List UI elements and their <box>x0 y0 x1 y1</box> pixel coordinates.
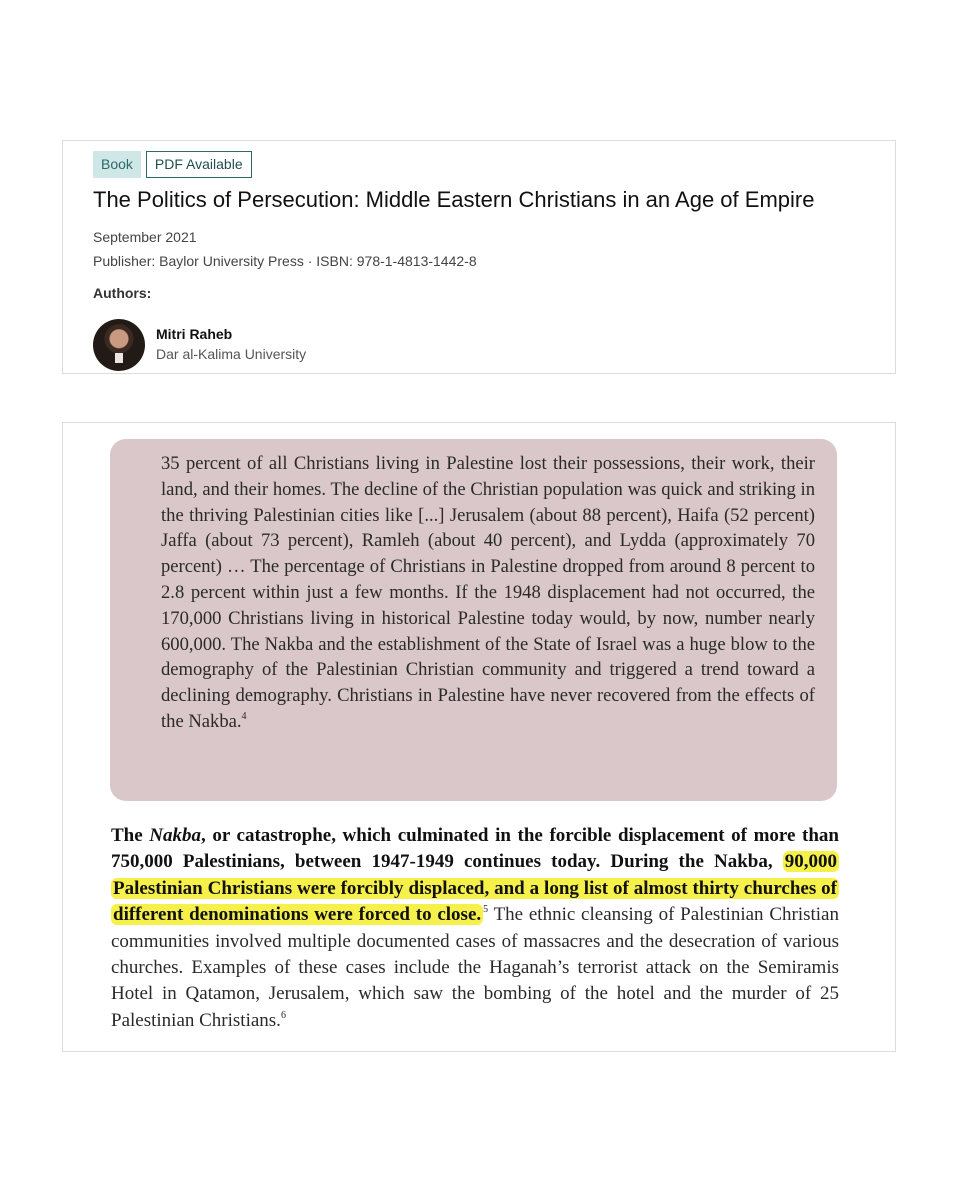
footnote-5: 5 <box>483 904 489 916</box>
highlighted-phrase: 90,000 Palestinian Christians were forcibly displaced, and a long list of almost thirty churches of different denominations were forced to close <box>113 851 837 926</box>
body-paragraph <box>111 823 839 1034</box>
footnote-6: 6 <box>280 1009 286 1021</box>
book-title[interactable]: The Politics of Persecution: Middle Eastern Christians in an Age of Empire <box>93 187 815 212</box>
book-badge: Book <box>93 151 141 178</box>
author-avatar[interactable] <box>93 319 145 371</box>
nakba-italic: Nakba <box>149 825 202 846</box>
badge-group <box>93 151 252 178</box>
bold-prefix: The <box>111 825 150 846</box>
quote-box <box>110 439 837 801</box>
highlighted-period: . <box>476 904 482 926</box>
quote-text: 35 percent of all Christians living in Palestine lost their possessions, their work, their land, and their homes. The decline of the Christian population was quick and striking in the thriving Palestinian cities like [...] Jerusalem (about 88 percent), Haifa (52 percent) Jaffa (about 73 percent), Ramleh (about 40 percent), and Lydda (approximately 70 percent) … The percentage of Christians in Palestine dropped from around 8 percent to 2.8 percent within just a few months. If the 1948 displacement had not occurred, the 170,000 Christians living in historical Palestine today would, by now, number nearly 600,000. The Nakba and the establishment of the State of Israel was a huge blow to the demography of the Palestinian Christian community and triggered a trend toward a declining demography. Christians in Palestine have never recovered from the effects of the Nakba. <box>161 453 815 732</box>
block-quote <box>161 451 815 735</box>
footnote-4: 4 <box>241 710 247 722</box>
plain-text: The ethnic cleansing of Palestinian Christian communities involved multiple documented cases of massacres and the desecration of various churches. Examples of these cases include the Haganah’s terrorist attack on the Semiramis Hotel in Qatamon, Jerusalem, which saw the bombing of the hotel and the murder of 25 Palestinian Christians. <box>111 904 839 1031</box>
book-excerpt-card <box>62 422 896 1052</box>
author-name[interactable]: Mitri Raheb <box>156 326 233 342</box>
book-card <box>62 140 896 374</box>
bold-sentence: , or catastrophe, which culminated in the forcible displacement of more than 750,000 Palestinians, between 1947-1949 continues today. During the Nakba, <box>111 825 839 873</box>
publication-date: September 2021 <box>93 229 197 245</box>
pdf-available-badge[interactable]: PDF Available <box>146 151 252 178</box>
publisher-isbn: Publisher: Baylor University Press · ISBN: 978-1-4813-1442-8 <box>93 253 477 269</box>
author-affiliation: Dar al-Kalima University <box>156 346 307 362</box>
authors-label: Authors: <box>93 285 152 301</box>
